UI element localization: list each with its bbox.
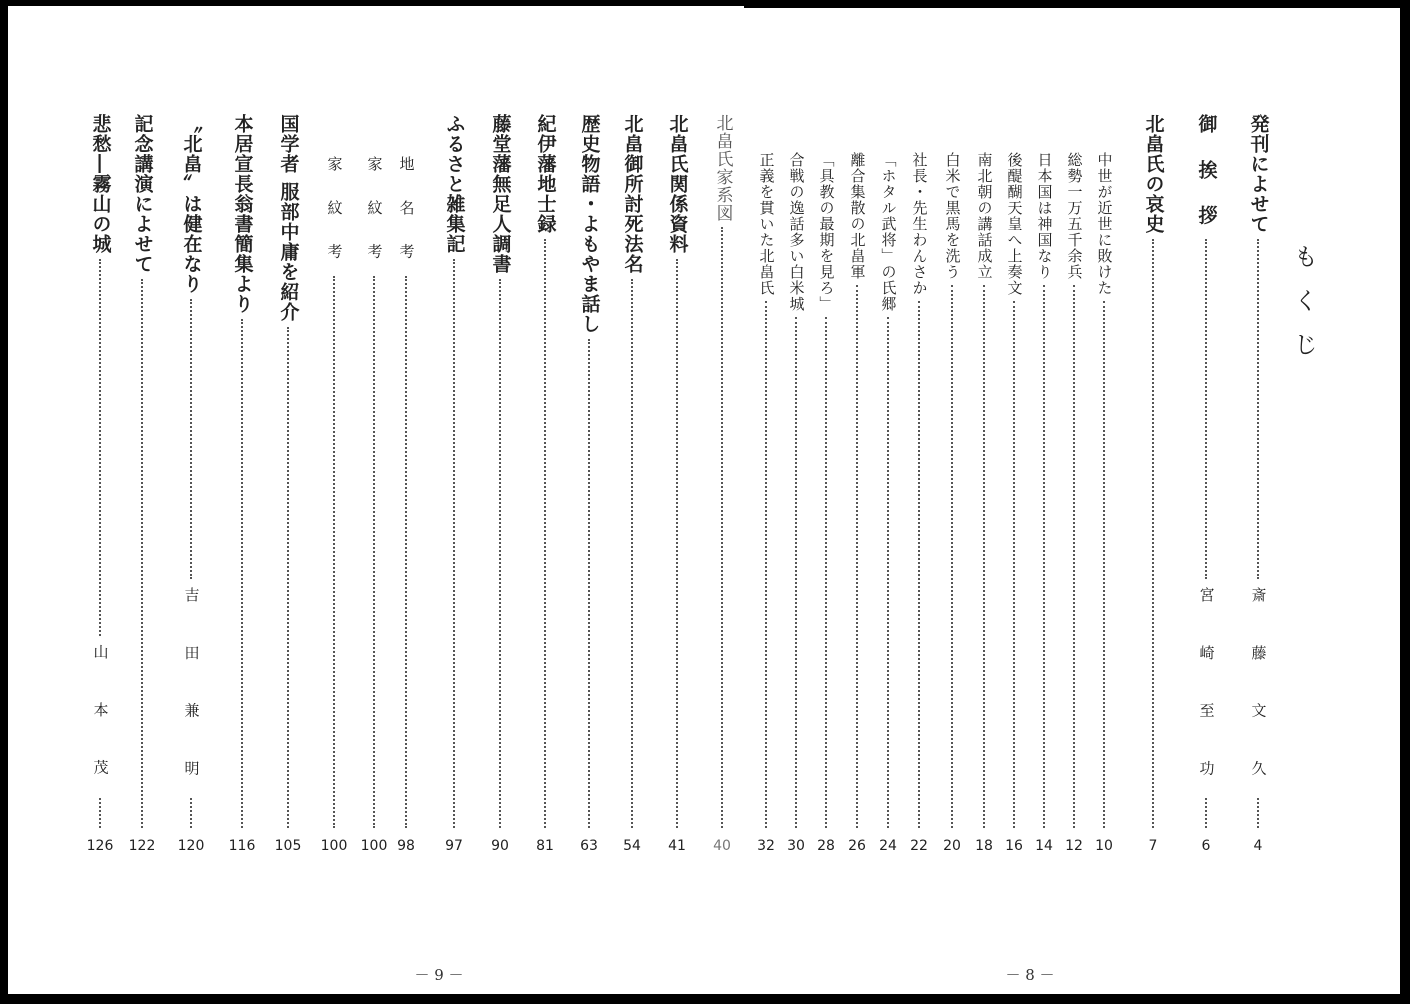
leader-dots bbox=[141, 279, 143, 828]
toc-entry-page: 22 bbox=[910, 838, 928, 854]
toc-entry-title: 地 名 考 bbox=[397, 156, 416, 271]
toc-entry-page: 81 bbox=[536, 838, 554, 854]
toc-entry-title: 白米で黒馬を洗う bbox=[943, 152, 962, 280]
toc-entry-page: 100 bbox=[360, 838, 388, 854]
left-toc-entry bbox=[708, 114, 736, 828]
toc-entry-page: 4 bbox=[1253, 838, 1263, 854]
page-number-left: － 9 － bbox=[414, 966, 464, 984]
left-toc-entry bbox=[618, 114, 646, 828]
left-toc-entry bbox=[486, 114, 514, 828]
toc-entry-title: 〝北畠〟は健在なり bbox=[180, 114, 203, 294]
toc-entry-author: 吉 田 兼 明 bbox=[182, 586, 201, 794]
right-toc-entry bbox=[782, 152, 810, 828]
toc-entry-author: 斎 藤 文 久 bbox=[1249, 586, 1268, 794]
toc-entry-title: 後醍醐天皇へ上奏文 bbox=[1005, 152, 1024, 296]
toc-entry-title: 藤堂藩無足人調書 bbox=[489, 114, 512, 274]
toc-entry-title: 家 紋 考 bbox=[365, 156, 384, 271]
right-toc-entry bbox=[812, 152, 840, 828]
leader-dots bbox=[1073, 285, 1075, 828]
toc-entry-title: 正義を貫いた北畠氏 bbox=[757, 152, 776, 296]
leader-dots bbox=[99, 798, 101, 828]
leader-dots bbox=[241, 319, 243, 828]
right-toc-entry bbox=[1060, 152, 1088, 828]
right-toc-entry bbox=[938, 152, 966, 828]
leader-dots bbox=[499, 279, 501, 828]
right-toc-entry bbox=[1192, 114, 1220, 828]
right-toc-entry bbox=[843, 152, 871, 828]
left-toc-entry bbox=[128, 114, 156, 828]
leader-dots bbox=[631, 279, 633, 828]
toc-entry-title: 社長・先生わんさか bbox=[910, 152, 929, 296]
leader-dots bbox=[825, 317, 827, 828]
leader-dots bbox=[588, 339, 590, 828]
right-toc-entry bbox=[1000, 152, 1028, 828]
toc-entry-page: 18 bbox=[975, 838, 993, 854]
toc-entry-page: 7 bbox=[1148, 838, 1158, 854]
toc-entry-page: 120 bbox=[177, 838, 205, 854]
toc-entry-page: 126 bbox=[86, 838, 114, 854]
leader-dots bbox=[1043, 285, 1045, 828]
toc-entry-page: 6 bbox=[1201, 838, 1211, 854]
toc-entry-title: 北畠御所討死法名 bbox=[621, 114, 644, 274]
left-toc-entry bbox=[274, 114, 302, 828]
leader-dots bbox=[795, 317, 797, 828]
toc-entry-title: 歴史物語・よもやま話し bbox=[578, 114, 601, 334]
toc-entry-page: 90 bbox=[491, 838, 509, 854]
right-toc-entry bbox=[1139, 114, 1167, 828]
toc-entry-page: 16 bbox=[1005, 838, 1023, 854]
leader-dots bbox=[765, 301, 767, 828]
leader-dots bbox=[887, 317, 889, 828]
toc-entry-page: 24 bbox=[879, 838, 897, 854]
toc-entry-page: 100 bbox=[320, 838, 348, 854]
toc-entry-title: 総勢一万五千余兵 bbox=[1065, 152, 1084, 280]
toc-entry-page: 40 bbox=[713, 838, 731, 854]
toc-entry-page: 41 bbox=[668, 838, 686, 854]
toc-entry-page: 30 bbox=[787, 838, 805, 854]
page-number-right: － 8 － bbox=[1005, 966, 1055, 984]
leader-dots bbox=[721, 227, 723, 828]
toc-entry-title: 発刊によせて bbox=[1247, 114, 1270, 234]
toc-entry-title: 南北朝の講話成立 bbox=[975, 152, 994, 280]
leader-dots bbox=[544, 239, 546, 828]
toc-entry-title: 「ホタル武将」の氏郷 bbox=[879, 152, 898, 312]
toc-entry-title: 「具教の最期を見ろ」 bbox=[817, 152, 836, 312]
toc-entry-title: ふるさと雑集記 bbox=[443, 114, 466, 254]
scan-edge-left bbox=[6, 6, 8, 994]
toc-entry-page: 105 bbox=[274, 838, 302, 854]
toc-entry-page: 14 bbox=[1035, 838, 1053, 854]
right-toc-entry bbox=[1244, 114, 1272, 828]
left-toc-entry bbox=[440, 114, 468, 828]
left-toc-entry bbox=[320, 156, 348, 828]
leader-dots bbox=[918, 301, 920, 828]
leader-dots bbox=[951, 285, 953, 828]
left-toc-entry bbox=[177, 114, 205, 828]
left-toc-entry bbox=[392, 156, 420, 828]
toc-entry-author: 宮 崎 至 功 bbox=[1197, 586, 1216, 794]
toc-entry-title: 本居宣長翁書簡集より bbox=[231, 114, 254, 314]
toc-entry-page: 28 bbox=[817, 838, 835, 854]
leader-dots bbox=[373, 276, 375, 828]
left-toc-entry bbox=[360, 156, 388, 828]
leader-dots bbox=[405, 276, 407, 828]
toc-entry-title: 北畠氏関係資料 bbox=[666, 114, 689, 254]
toc-entry-page: 26 bbox=[848, 838, 866, 854]
left-toc-entry bbox=[663, 114, 691, 828]
right-toc-entry bbox=[752, 152, 780, 828]
scan-edge-top bbox=[744, 6, 1400, 8]
left-toc-entry bbox=[228, 114, 256, 828]
toc-entry-page: 10 bbox=[1095, 838, 1113, 854]
toc-entry-title: 北畠氏の哀史 bbox=[1142, 114, 1165, 234]
leader-dots bbox=[983, 285, 985, 828]
toc-entry-title: 北畠氏家系図 bbox=[712, 114, 733, 222]
toc-entry-page: 98 bbox=[397, 838, 415, 854]
toc-entry-page: 97 bbox=[445, 838, 463, 854]
toc-entry-page: 63 bbox=[580, 838, 598, 854]
leader-dots bbox=[190, 798, 192, 828]
leader-dots bbox=[190, 299, 192, 579]
leader-dots bbox=[676, 259, 678, 828]
toc-entry-title: 離合集散の北畠軍 bbox=[848, 152, 867, 280]
leader-dots bbox=[1205, 798, 1207, 828]
right-toc-entry bbox=[905, 152, 933, 828]
leader-dots bbox=[1013, 301, 1015, 828]
leader-dots bbox=[1257, 798, 1259, 828]
toc-entry-page: 12 bbox=[1065, 838, 1083, 854]
right-toc-entry bbox=[1090, 152, 1118, 828]
toc-title: もくじ bbox=[1289, 244, 1318, 376]
toc-entry-title: 御 挨 拶 bbox=[1195, 114, 1218, 235]
toc-entry-page: 116 bbox=[228, 838, 256, 854]
leader-dots bbox=[1103, 301, 1105, 828]
leader-dots bbox=[1152, 239, 1154, 828]
toc-entry-page: 54 bbox=[623, 838, 641, 854]
leader-dots bbox=[453, 259, 455, 828]
left-toc-entry bbox=[86, 114, 114, 828]
toc-entry-title: 合戦の逸話多い白米城 bbox=[787, 152, 806, 312]
left-toc-entry bbox=[531, 114, 559, 828]
toc-entry-title: 日本国は神国なり bbox=[1035, 152, 1054, 280]
leader-dots bbox=[856, 285, 858, 828]
toc-entry-title: 紀伊藩地士録 bbox=[534, 114, 557, 234]
toc-entry-page: 122 bbox=[128, 838, 156, 854]
toc-entry-title: 中世が近世に敗けた bbox=[1095, 152, 1114, 296]
leader-dots bbox=[333, 276, 335, 828]
leader-dots bbox=[1205, 239, 1207, 578]
toc-entry-title: 国学者 服部中庸を紹介 bbox=[277, 114, 300, 322]
right-toc-entry bbox=[970, 152, 998, 828]
toc-entry-page: 20 bbox=[943, 838, 961, 854]
toc-entry-page: 32 bbox=[757, 838, 775, 854]
leader-dots bbox=[99, 259, 101, 636]
left-toc-entry bbox=[575, 114, 603, 828]
toc-entry-title: 家 紋 考 bbox=[325, 156, 344, 271]
toc-entry-title: 悲愁―霧山の城 bbox=[89, 114, 112, 254]
toc-entry-title: 記念講演によせて bbox=[131, 114, 154, 274]
toc-spread bbox=[6, 6, 1400, 994]
right-toc-entry bbox=[1030, 152, 1058, 828]
leader-dots bbox=[1257, 239, 1259, 579]
right-toc-entry bbox=[874, 152, 902, 828]
leader-dots bbox=[287, 327, 289, 828]
toc-entry-author: 山 本 茂 bbox=[91, 644, 110, 794]
